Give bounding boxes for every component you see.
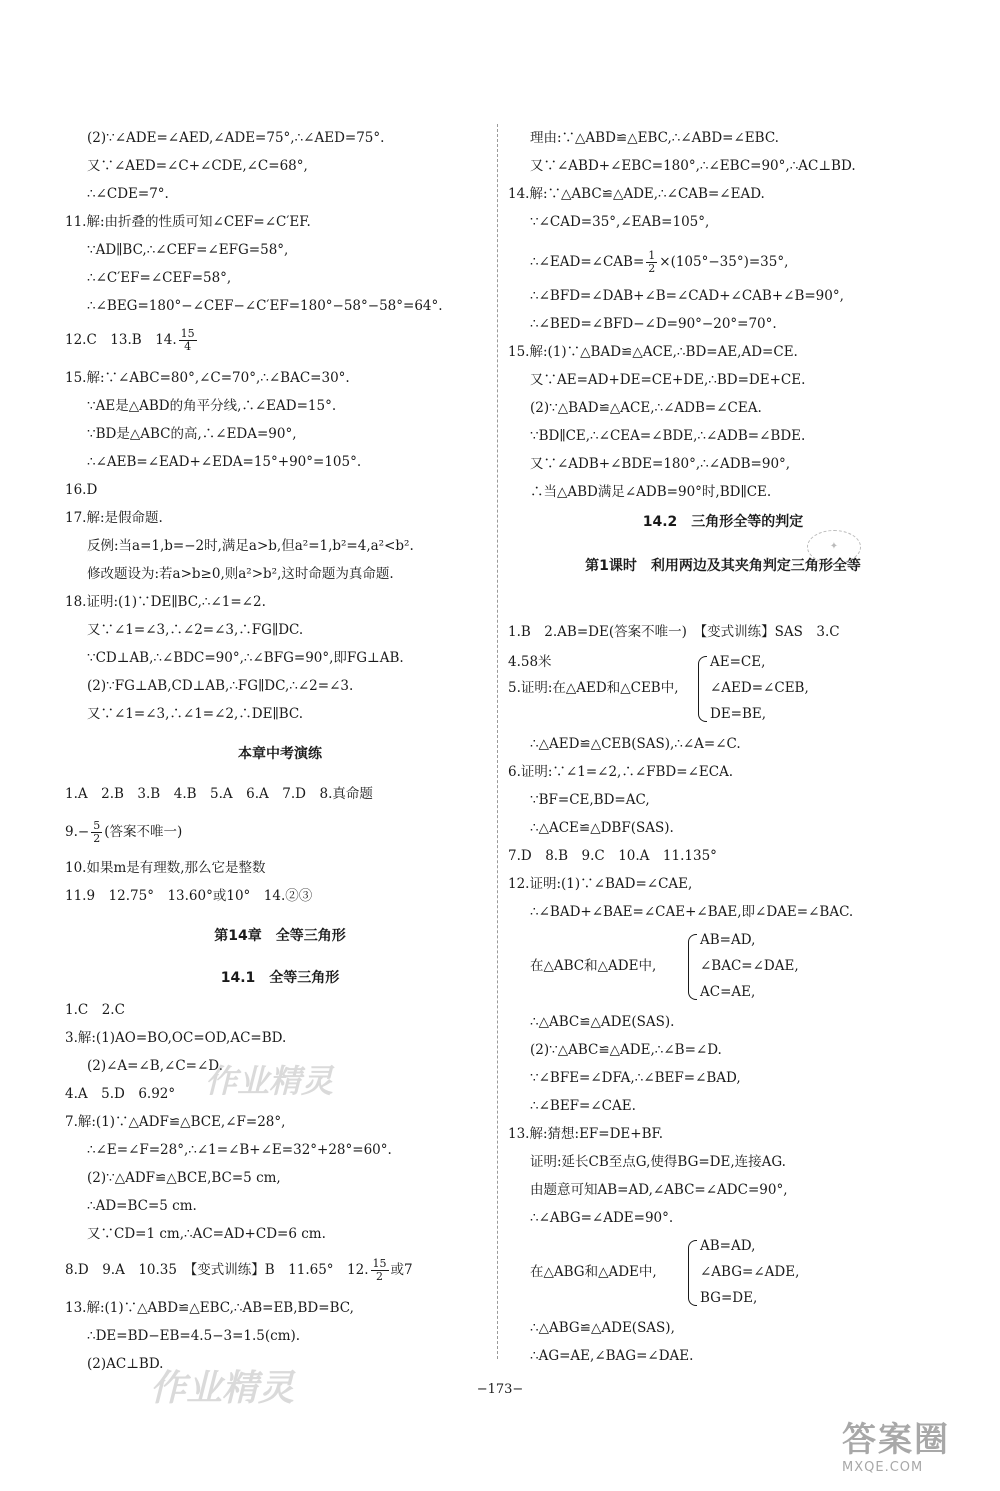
text-line: ∴AG=AE,∠BAG=∠DAE. <box>530 1348 694 1364</box>
answer-text: 或7 <box>390 1262 413 1278</box>
text-line: (2)∵FG⊥AB,CD⊥AB,∴FG∥DC,∴∠2=∠3. <box>87 678 354 694</box>
question-15: 15.解:(1)∵△BAD≌△ACE,∴BD=AE,AD=CE. <box>508 344 798 360</box>
text-line: 又∵AE=AD+DE=CE+DE,∴BD=DE+CE. <box>530 372 806 388</box>
section-heading: 14.1 全等三角形 <box>220 970 340 986</box>
condition: ∠AED=∠CEB, <box>710 680 809 696</box>
text-line: 理由:∵△ABD≌△EBC,∴∠ABD=∠EBC. <box>530 130 779 146</box>
question-11: 11.解:由折叠的性质可知∠CEF=∠C′EF. <box>65 214 311 230</box>
numerator: 15 <box>180 327 195 340</box>
text-line: ∴∠BED=∠BFD−∠D=90°−20°=70°. <box>530 316 777 332</box>
question-13: 13.解:(1)∵△ABD≌△EBC,∴AB=EB,BD=BC, <box>65 1300 354 1316</box>
answer-line: 1.A 2.B 3.B 4.B 5.A 6.A 7.D 8.真命题 <box>65 786 373 802</box>
text-line: ∴∠BEF=∠CAE. <box>530 1098 636 1114</box>
condition: AC=AE, <box>700 984 756 1000</box>
condition: DE=BE, <box>710 706 767 722</box>
text-line: 在△ABG和△ADE中, <box>530 1264 657 1280</box>
text-line <box>530 250 788 275</box>
text-line: ∴AD=BC=5 cm. <box>87 1198 197 1214</box>
condition: ∠BAC=∠DAE, <box>700 958 799 974</box>
text-line: ∴∠BAD+∠BAE=∠CAE+∠BAE,即∠DAE=∠BAC. <box>530 904 854 920</box>
numerator: 1 <box>648 249 656 262</box>
text-line: (2)∵△ABC≌△ADE,∴∠B=∠D. <box>530 1042 722 1058</box>
text-line: ∵BD∥CE,∴∠CEA=∠BDE,∴∠ADB=∠BDE. <box>530 428 806 444</box>
answer-text: 8.D 9.A 10.35 【变式训练】B 11.65° 12. <box>65 1262 369 1278</box>
text-line: 又∵∠ADB+∠BDE=180°,∴∠ADB=90°, <box>530 456 791 472</box>
text-line: ∴∠BEG=180°−∠CEF−∠C′EF=180°−58°−58°=64°. <box>87 298 443 314</box>
text-line: ∴∠BFD=∠DAB+∠B=∠CAD+∠CAB+∠B=90°, <box>530 288 844 304</box>
brace-symbol <box>688 1240 697 1306</box>
fraction <box>91 820 102 845</box>
numerator: 5 <box>93 819 101 832</box>
answer-text: 9.− <box>65 824 90 840</box>
logo-text: 答案圈 <box>842 1420 950 1460</box>
text-line: ∴△ACE≌△DBF(SAS). <box>530 820 674 836</box>
question-18: 18.证明:(1)∵DE∥BC,∴∠1=∠2. <box>65 594 266 610</box>
logo-site: MXQE.COM <box>842 1460 924 1475</box>
text-line: 修改题设为:若a>b≥0,则a²>b²,这时命题为真命题. <box>87 566 394 582</box>
text-line: ∴∠E=∠F=28°,∴∠1=∠B+∠E=32°+28°=60°. <box>87 1142 392 1158</box>
text-line: ∴△AED≌△CEB(SAS),∴∠A=∠C. <box>530 736 741 752</box>
watermark: 作业精灵 <box>205 1062 334 1100</box>
answer-line: 11.9 12.75° 13.60°或10° 14.②③ <box>65 888 313 904</box>
answer-9 <box>65 820 182 845</box>
section-heading: 14.2 三角形全等的判定 <box>642 514 804 530</box>
answer-10: 10.如果m是有理数,那么它是整数 <box>65 860 266 876</box>
text-line: 又∵∠1=∠3,∴∠2=∠3,∴FG∥DC. <box>87 622 304 638</box>
numerator: 15 <box>372 1257 387 1270</box>
question-17: 17.解:是假命题. <box>65 510 163 526</box>
text-line: ∵AE是△ABD的角平分线,∴∠EAD=15°. <box>87 398 337 414</box>
question-3: 3.解:(1)AO=BO,OC=OD,AC=BD. <box>65 1030 287 1046</box>
fraction <box>179 328 197 353</box>
question-6: 6.证明:∵∠1=∠2,∴∠FBD=∠ECA. <box>508 764 734 780</box>
denominator: 2 <box>648 262 656 275</box>
answer-4: 4.58米 <box>508 654 552 670</box>
system-of-conditions <box>508 1234 938 1310</box>
question-5: 5.证明:在△AED和△CEB中, <box>508 680 679 696</box>
text-line: ∴∠AEB=∠EAD+∠EDA=15°+90°=105°. <box>87 454 362 470</box>
answer-text: ×(105°−35°)=35°, <box>659 254 789 270</box>
denominator: 4 <box>184 340 192 353</box>
answer-text: 12.C 13.B 14. <box>65 332 177 348</box>
fraction <box>371 1258 389 1283</box>
question-7: 7.解:(1)∵△ADF≌△BCE,∠F=28°, <box>65 1114 286 1130</box>
text-line: ∴∠CDE=7°. <box>87 186 169 202</box>
text-line: 又∵∠1=∠3,∴∠1=∠2,∴DE∥BC. <box>87 706 304 722</box>
text-line: ∴当△ABD满足∠ADB=90°时,BD∥CE. <box>530 484 772 500</box>
answer-line: 1.B 2.AB=DE(答案不唯一) 【变式训练】SAS 3.C <box>508 624 840 640</box>
answer-line: 4.A 5.D 6.92° <box>65 1086 176 1102</box>
column-divider <box>497 124 498 1359</box>
text-line: ∴∠C′EF=∠CEF=58°, <box>87 270 232 286</box>
answer-text: ∴∠EAD=∠CAB= <box>530 254 645 270</box>
chapter-heading: 第14章 全等三角形 <box>214 928 346 944</box>
text-line: (2)AC⊥BD. <box>87 1356 164 1372</box>
text-line: 反例:当a=1,b=−2时,满足a>b,但a²=1,b²=4,a²<b². <box>87 538 414 554</box>
text-line: ∵∠BFE=∠DFA,∴∠BEF=∠BAD, <box>530 1070 741 1086</box>
condition: AB=AD, <box>700 1238 756 1254</box>
condition: AB=AD, <box>700 932 756 948</box>
text-line: ∴△ABG≌△ADE(SAS), <box>530 1320 675 1336</box>
page-number: −173− <box>476 1382 524 1397</box>
text-line: 证明:延长CB至点G,使得BG=DE,连接AG. <box>530 1154 786 1170</box>
condition: AE=CE, <box>710 654 766 670</box>
question-13: 13.解:猜想:EF=DE+BF. <box>508 1126 664 1142</box>
brace-symbol <box>688 934 697 1000</box>
answer-line: 7.D 8.B 9.C 10.A 11.135° <box>508 848 717 864</box>
condition: ∠ABG=∠ADE, <box>700 1264 800 1280</box>
question-12: 12.证明:(1)∵∠BAD=∠CAE, <box>508 876 693 892</box>
text-line: 又∵CD=1 cm,∴AC=AD+CD=6 cm. <box>87 1226 326 1242</box>
lesson-heading: 第1课时 利用两边及其夹角判定三角形全等 <box>585 558 861 574</box>
text-line: 又∵∠AED=∠C+∠CDE,∠C=68°, <box>87 158 308 174</box>
text-line: ∵BF=CE,BD=AC, <box>530 792 650 808</box>
system-of-conditions <box>508 650 938 726</box>
text-line: 又∵∠ABD+∠EBC=180°,∴∠EBC=90°,∴AC⊥BD. <box>530 158 856 174</box>
watermark: 作业精灵 <box>150 1368 295 1409</box>
section-heading: 本章中考演练 <box>238 746 322 762</box>
text-line: 在△ABC和△ADE中, <box>530 958 657 974</box>
text-line: (2)∵△ADF≌△BCE,BC=5 cm, <box>87 1170 281 1186</box>
text-line: ∴DE=BD−EB=4.5−3=1.5(cm). <box>87 1328 301 1344</box>
question-14: 14.解:∵△ABC≌△ADE,∴∠CAB=∠EAD. <box>508 186 765 202</box>
text-line: 由题意可知AB=AD,∠ABC=∠ADC=90°, <box>530 1182 788 1198</box>
fraction <box>646 250 657 275</box>
text-line: ∵CD⊥AB,∴∠BDC=90°,∴∠BFG=90°,即FG⊥AB. <box>87 650 404 666</box>
condition: BG=DE, <box>700 1290 758 1306</box>
text-line: ∵AD∥BC,∴∠CEF=∠EFG=58°, <box>87 242 289 258</box>
decorative-stamp-icon: ✦ <box>807 530 861 564</box>
answers-12-14 <box>65 328 199 353</box>
denominator: 2 <box>376 1270 384 1283</box>
system-of-conditions <box>508 928 938 1004</box>
text-line: ∵BD是△ABC的高,∴∠EDA=90°, <box>87 426 297 442</box>
answer-16: 16.D <box>65 482 98 498</box>
text-line: ∴△ABC≌△ADE(SAS). <box>530 1014 675 1030</box>
question-15: 15.解:∵∠ABC=80°,∠C=70°,∴∠BAC=30°. <box>65 370 350 386</box>
answer-line: 1.C 2.C <box>65 1002 125 1018</box>
brace-symbol <box>698 656 707 722</box>
answer-text: (答案不唯一) <box>104 824 183 840</box>
text-line: (2)∵∠ADE=∠AED,∠ADE=75°,∴∠AED=75°. <box>87 130 385 146</box>
text-line: ∴∠ABG=∠ADE=90°. <box>530 1210 674 1226</box>
text-line: (2)∠A=∠B,∠C=∠D. <box>87 1058 223 1074</box>
text-line: (2)∵△BAD≌△ACE,∴∠ADB=∠CEA. <box>530 400 762 416</box>
text-line: ∵∠CAD=35°,∠EAB=105°, <box>530 214 710 230</box>
denominator: 2 <box>93 832 101 845</box>
site-logo <box>842 1420 982 1480</box>
answer-line <box>65 1258 413 1283</box>
